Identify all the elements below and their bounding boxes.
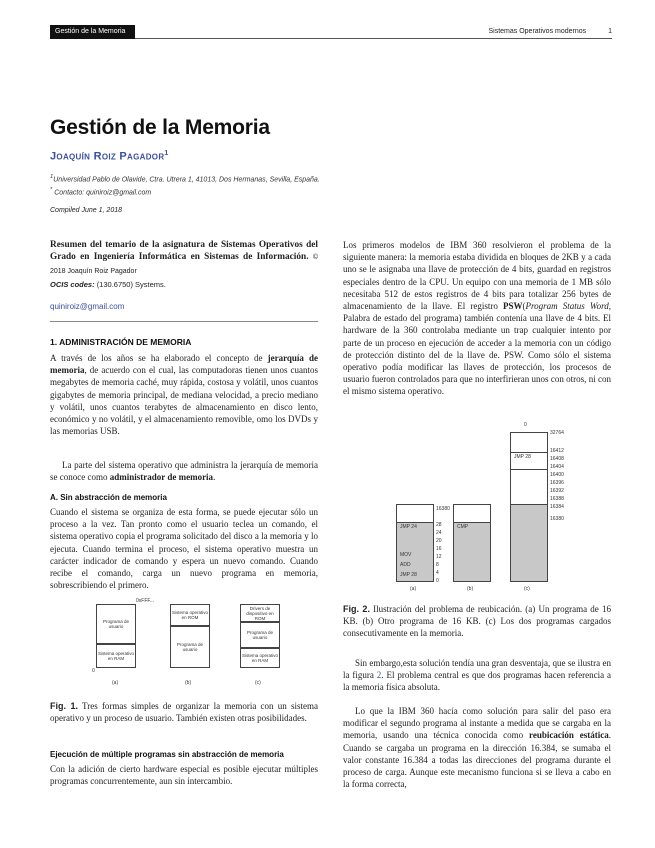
fig2-c-second-program <box>510 504 548 582</box>
fig2-instr-a: MOV <box>400 552 412 558</box>
figure-2-caption: Fig. 2. Ilustración del problema de reubicación. (a) Un programa de 16 KB. (b) Otro programa de 16 KB. (c) Los dos programas cargados consecutivamente en la memoria. <box>343 604 611 639</box>
fig1-b-user-program: Programa de usuario <box>170 626 210 668</box>
fig2-addr-a: 16 <box>436 546 442 552</box>
copyright: © 2018 Joaquín Roiz Pagador <box>50 254 318 275</box>
contact-email-link[interactable]: quiniroiz@gmail.com <box>50 302 125 311</box>
fig2-instr-a: JMP 24 <box>400 524 417 530</box>
fig2-addr-a: 24 <box>436 530 442 536</box>
fig1-label-c: (c) <box>255 680 261 686</box>
compiled-date: Compiled June 1, 2018 <box>50 207 122 214</box>
relocation-paragraph: Sin embargo,esta solución tendía una gran desventaja, que se ilustra en la figura 2. El problema central es que dos programas hacen referencia a la memoria física absoluta. <box>343 658 611 693</box>
fig2-addr: 16400 <box>550 472 564 478</box>
fig2-addr: 16396 <box>550 480 564 486</box>
fig2-addr-a: 4 <box>436 570 439 576</box>
figure-2-link[interactable]: 2 <box>376 670 382 681</box>
fig1-label-b: (b) <box>185 680 192 686</box>
fig1-c-user-program: Programa de usuario <box>240 622 280 648</box>
fig2-addr: 16408 <box>550 456 564 462</box>
fig2-addr-a: 20 <box>436 538 442 544</box>
fig1-top-address: 0xFFF... <box>136 598 155 604</box>
static-relocation-paragraph: Lo que la IBM 360 hacía como solución para salir del paso era modificar el segundo programa al instante a medida que se cargaba en la memoria, usando una técnica conocida como reubicación estática. Cuando se cargaba un programa en la dirección 16.384, se sumaba el valor constante 16.384 a todas las direcciones del programa durante el proceso de carga. Aunque este mecanismo funciona si se lleva a cabo en la forma correcta, <box>343 706 611 790</box>
header-page-number: 1 <box>608 28 612 35</box>
fig2-addr: 16392 <box>550 488 564 494</box>
header-right <box>488 28 612 35</box>
fig2-instr-b: CMP <box>457 524 469 530</box>
fig1-c-os-ram: Sistema operativo en RAM <box>240 648 280 668</box>
fig1-a-user-program: Programa de usuario <box>96 604 136 644</box>
section-heading-1: 1. ADMINISTRACIÓN DE MEMORIA <box>50 337 192 347</box>
figure-1 <box>80 598 300 694</box>
fig2-addr: 32764 <box>550 430 564 436</box>
affiliations <box>50 172 320 199</box>
fig1-label-a: (a) <box>112 680 119 686</box>
fig1-a-os-ram: Sistema operativo en RAM <box>96 644 136 668</box>
section1-paragraph-1: A través de los años se ha elaborado el concepto de jerarquía de memoria, de acuerdo con el cual, las computadoras tienen unos cuantos megabytes de memoria caché, muy rápida, costosa y volátil, unos cuantos gigabytes de memoria principal, de mediana velocidad, a precio mediano y volátil, unos cuantos terabytes de almacenamiento en disco lento, económico y no volátil, y el almacenamiento removible, omo los DVDs y las memorias USB. <box>50 353 318 437</box>
fig1-bottom-address: 0 <box>92 668 95 674</box>
section1-paragraph-2: La parte del sistema operativo que administra la jerarquía de memoria se conoce como administrador de memoria. <box>50 460 318 483</box>
fig2-b-code <box>453 522 491 582</box>
fig2-label-b: (b) <box>467 586 474 592</box>
fig2-addr-a: 12 <box>436 554 442 560</box>
subsection-a-paragraph: Cuando el sistema se organiza de esta forma, se puede ejecutar sólo un proceso a la vez. Tan pronto como el usuario teclea un comando, el sistema operativo copia el programa solicitado del disco a la memoria y lo ejecuta. Cuando termina el proceso, el sistema operativo muestra un carácter indicador de comando y espera un nuevo comando. Cuando recibe el comando, carga un nuevo programa en memoria, sobrescribiendo el primero. <box>50 507 318 591</box>
fig2-addr-a: 0 <box>436 578 439 584</box>
fig2-addr: 16388 <box>550 496 564 502</box>
figure-2 <box>390 422 570 594</box>
fig2-addr: 16380 <box>550 516 564 522</box>
fig2-label-c: (c) <box>524 586 530 592</box>
fig1-b-os-rom: Sistema operativo en ROM <box>170 604 210 626</box>
fig2-addr-a: 8 <box>436 562 439 568</box>
running-header <box>50 25 612 39</box>
affiliation-contact: * Contacto: quiniroiz@gmail.com <box>50 187 152 197</box>
fig2-addr-a: 28 <box>436 522 442 528</box>
header-journal: Sistemas Operativos modernos <box>488 28 587 35</box>
ibm360-paragraph: Los primeros modelos de IBM 360 resolvieron el problema de la siguiente manera: la memoria estaba dividida en bloques de 2KB y a cada uno se le asignaba una llave de protección de 4 bits, guardad en registros especiales dentro de la CPU. Un equipo con una memoria de 1 MB sólo necesitaba 512 de estos registros de 4 bits para totalizar 256 bytes de almacenamiento de la llave. El registro PSW(Program Status Word, Palabra de estado del programa) también contenía una llave de 4 bits. El hardware de la 360 controlaba mediante un trap cualquier intento por parte de un proceso en ejecución de acceder a la memoria con un código de protección distinto del de la llave de. PSW. Como sólo el sistema operativo podía modificar las llaves de protección, los procesos de usuario fueron controlados para que no interfirieran unos con otros, ni con el mismo sistema operativo. <box>343 240 611 397</box>
fig2-addr: 16404 <box>550 464 564 470</box>
author-name: Joaquín Roiz Pagador$^1$ <box>50 150 169 163</box>
ocis-codes: OCIS codes: (130.6750) Systems. <box>50 280 166 289</box>
abstract: Resumen del temario de la asignatura de Sistemas Operativos del Grado en Ingeniería Informática en Sistemas de Información. © 2018 Joaquín Roiz Pagador <box>50 240 318 275</box>
fig2-label-a: (a) <box>410 586 417 592</box>
subsection-b-paragraph: Con la adición de cierto hardware especial es posible ejecutar múltiples programas concurrentemente, aun sin intercambio. <box>50 764 318 787</box>
fig2-instr-a: JMP 28 <box>400 572 417 578</box>
subsection-heading-a: A. Sin abstracción de memoria <box>50 493 167 502</box>
fig2-addr: 16384 <box>550 504 564 510</box>
affiliation-1: $^1$Universidad Pablo de Olavide, Ctra. Utrera 1, 41013, Dos Hermanas, Sevilla, España. <box>50 174 320 184</box>
fig1-c-drivers-rom: Drivers de dispositivo en ROM <box>240 604 280 622</box>
fig2-addr-a: 16380 <box>436 506 450 512</box>
subsection-heading-b: Ejecución de múltiple programas sin abstracción de memoria <box>50 750 284 759</box>
fig2-zero: 0 <box>524 422 527 428</box>
page-title: Gestión de la Memoria <box>50 116 270 139</box>
figure-1-caption: Fig. 1. Tres formas simples de organizar la memoria con un sistema operativo y un proceso de usuario. También existen otras posibilidades. <box>50 701 318 724</box>
divider <box>50 321 318 322</box>
fig2-instr-a: ADD <box>400 562 411 568</box>
fig2-instr-b: JMP 28 <box>514 454 531 460</box>
header-left-title: Gestión de la Memoria <box>50 25 135 39</box>
fig2-addr: 16412 <box>550 448 564 454</box>
